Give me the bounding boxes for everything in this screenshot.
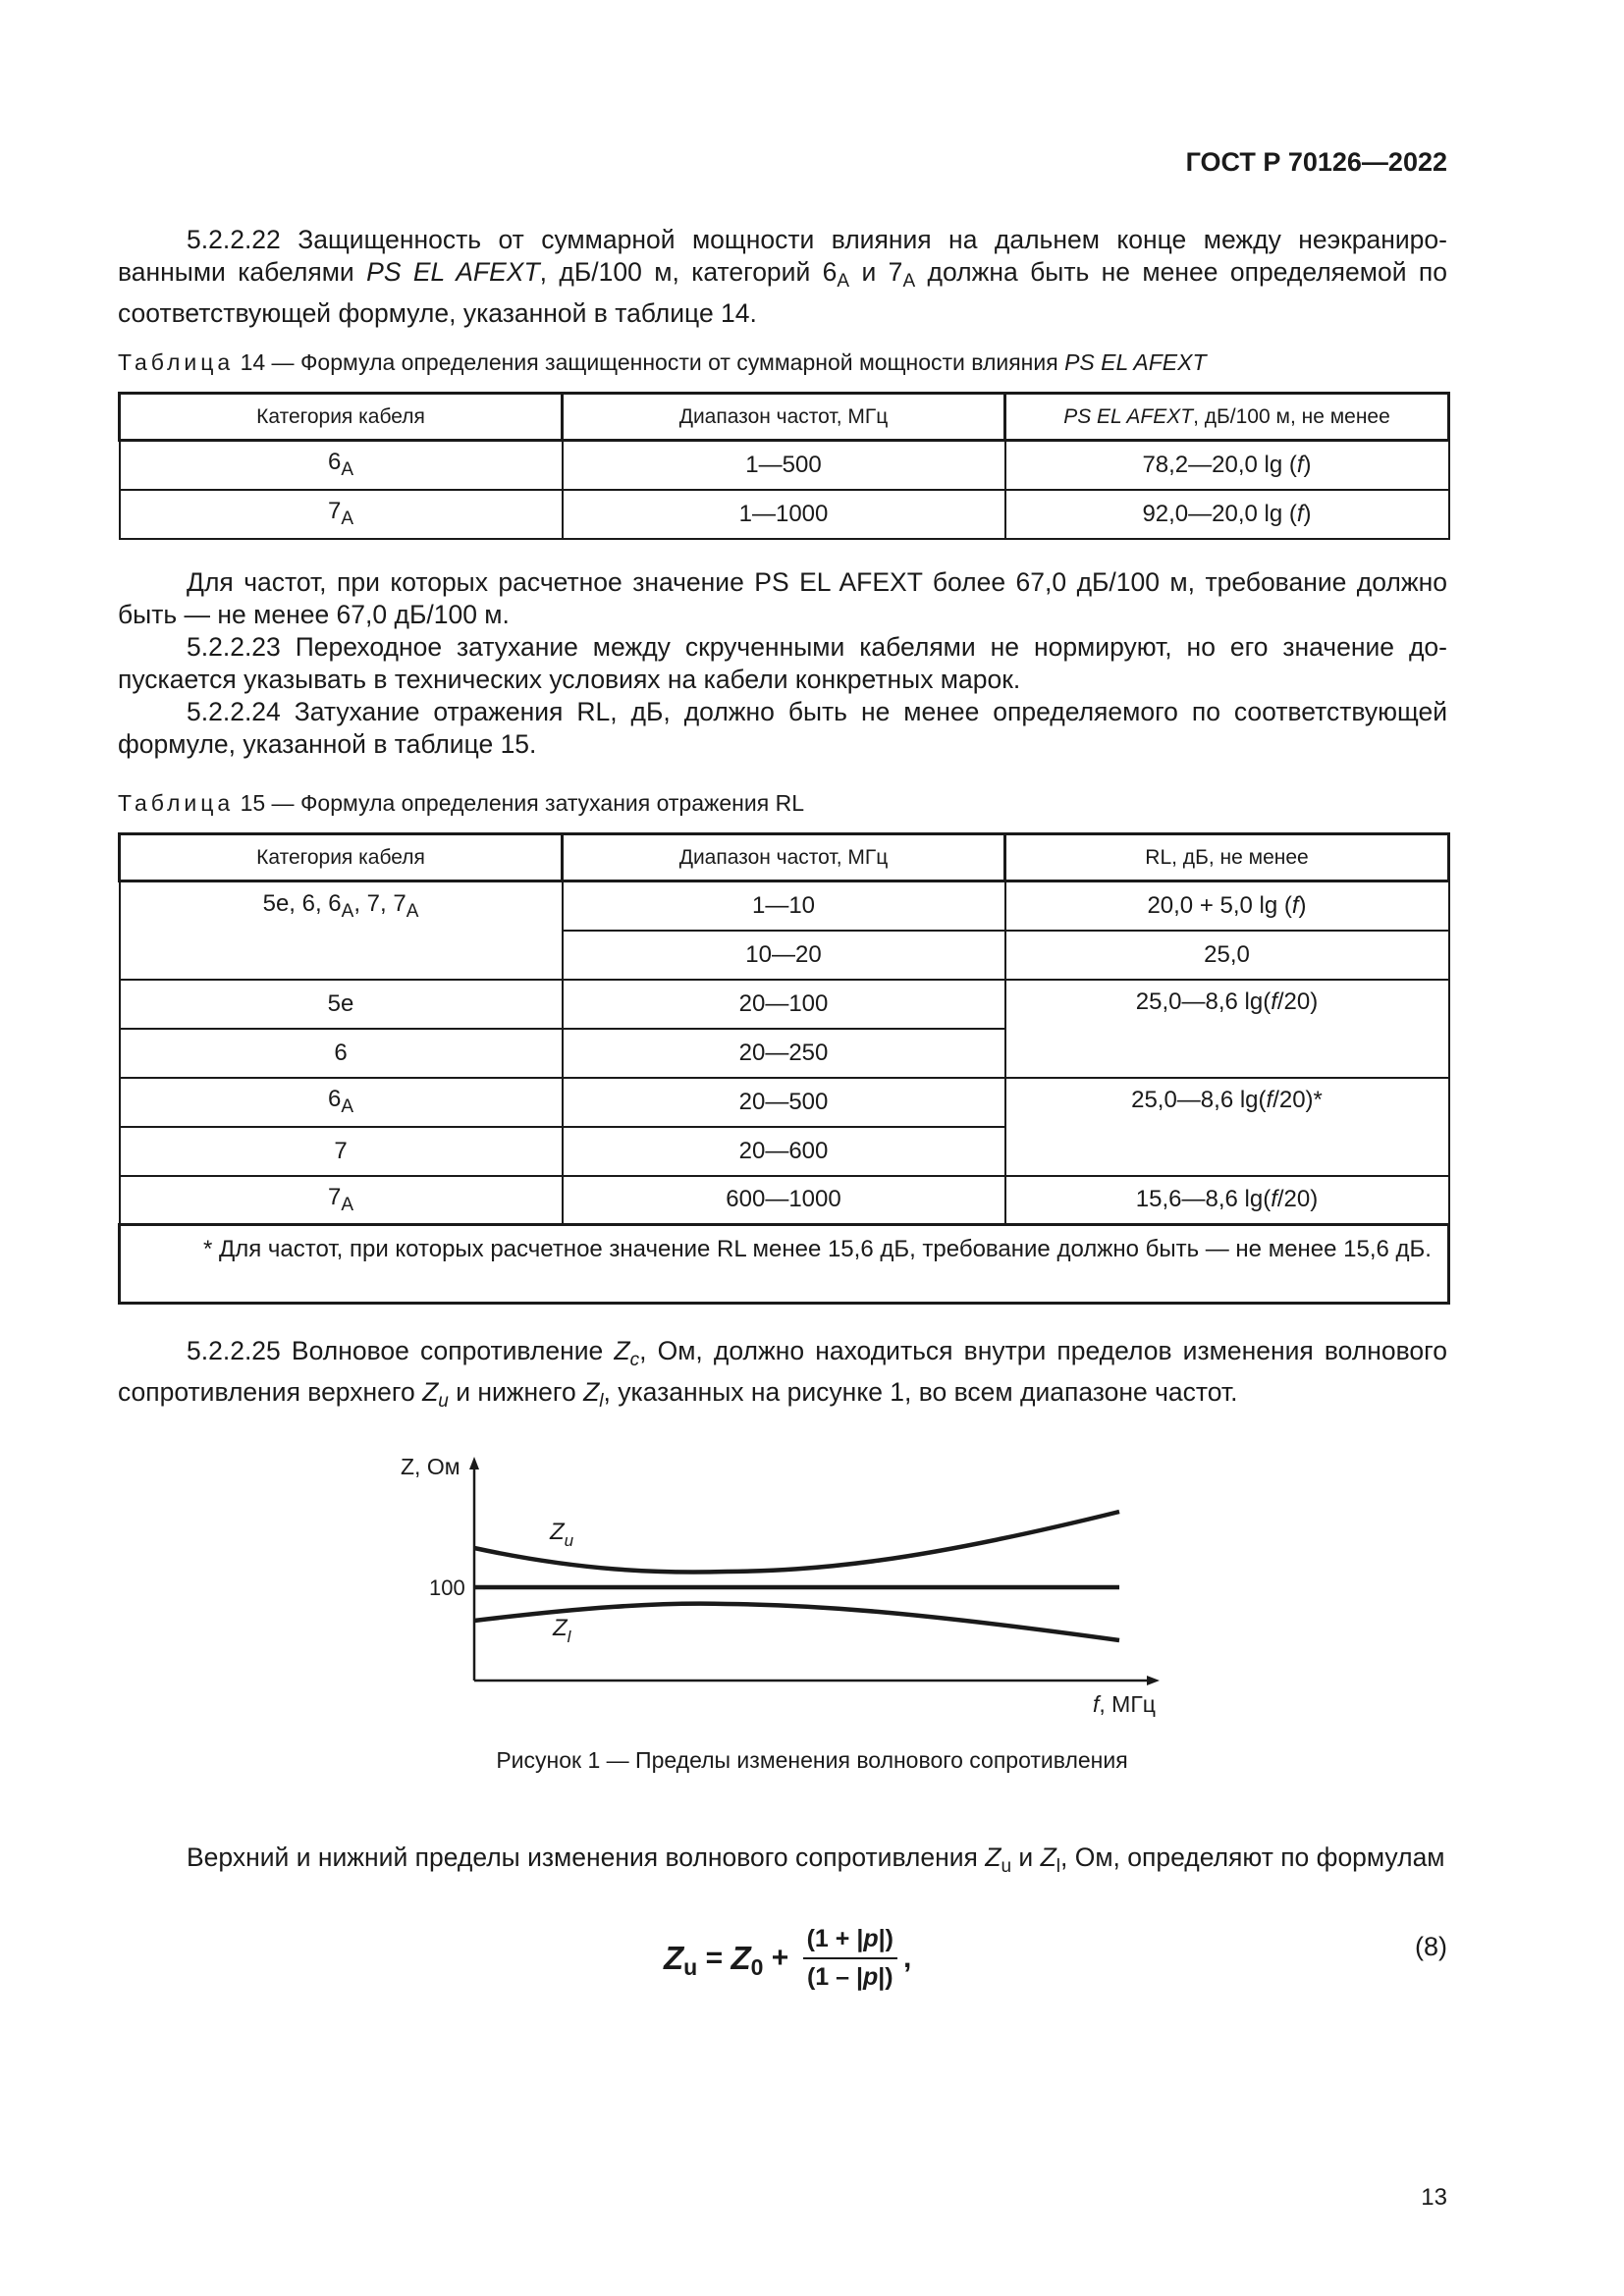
cat-text: 7 (327, 498, 342, 524)
caption-text: 14 — Формула определения защищенности от суммарной мощности влияния (234, 349, 1065, 375)
header-value: RL, дБ, не менее (1005, 834, 1449, 881)
table-row (120, 490, 1449, 539)
document-standard-header: ГОСТ Р 70126—2022 (1185, 147, 1447, 177)
table-14 (118, 392, 1450, 540)
formula-text: /20) (1276, 988, 1319, 1015)
paragraph-formulas-intro (118, 1842, 1447, 1883)
cell-category (120, 441, 563, 490)
cell-range: 10—20 (563, 931, 1005, 980)
header-value-rest: , дБ/100 м, не менее (1193, 404, 1390, 428)
formula-lhs-sub: u (683, 1953, 698, 1980)
formula-text: 78,2—20,0 lg ( (1142, 451, 1297, 478)
cell-range: 1—500 (563, 441, 1005, 490)
symbol-z: Z (583, 1377, 600, 1407)
formula-8 (664, 1919, 911, 1998)
label-z: Z (553, 1615, 568, 1641)
formula-fraction (803, 1925, 897, 1992)
table-row (120, 1078, 1449, 1127)
paragraph-5-2-2-23: 5.2.2.23 Переходное затухание между скрученными кабелями не нормируют, но его значение допускается указывать в технических условиях на кабели конкретных марок. (118, 632, 1447, 694)
cell-formula (1005, 980, 1449, 1078)
curve-lower-zl (474, 1604, 1119, 1640)
cat-text: 6 (327, 449, 342, 476)
note-text: * Для частот, при которых расчетное значение RL менее 15,6 дБ, требование должно быть — не менее 15,6 дБ. (203, 1236, 1432, 1262)
paragraph-text: 5.2.2.25 Волновое сопротивление (187, 1336, 615, 1365)
cell-category: 6 (120, 1029, 563, 1078)
paragraph-text: , указанных на рисунке 1, во всем диапазоне частот. (603, 1377, 1238, 1407)
cell-category: 7 (120, 1127, 563, 1176)
formula-var: f (1266, 1086, 1273, 1113)
cell-formula (1005, 1176, 1449, 1225)
header-range: Диапазон частот, МГц (563, 834, 1005, 881)
formula-text: 25,0—8,6 lg( (1131, 1086, 1267, 1113)
formula-var: f (1291, 891, 1299, 919)
caption-word: Таблица (118, 349, 235, 375)
paragraph-5-2-2-24: 5.2.2.24 Затухание отражения RL, дБ, должно быть не менее определяемого по соответствующей формуле, указанной в таблице 15. (118, 697, 1447, 759)
header-category: Категория кабеля (120, 394, 563, 441)
header-value (1005, 394, 1449, 441)
subscript: l (599, 1391, 604, 1412)
paragraph-5-2-2-25 (118, 1335, 1447, 1417)
table-row (120, 881, 1449, 931)
table-row (120, 1176, 1449, 1225)
formula-z0: Z (731, 1940, 751, 1976)
subscript: A (341, 1096, 354, 1117)
cell-category (120, 1176, 563, 1225)
cell-range: 20—600 (563, 1127, 1005, 1176)
cat-text: 5e, 6, 6 (262, 890, 342, 917)
caption-word: Таблица (118, 790, 235, 816)
formula-z0-sub: 0 (750, 1953, 764, 1980)
symbol-z: Z (422, 1377, 439, 1407)
cell-range: 20—250 (563, 1029, 1005, 1078)
cell-category: 5e (120, 980, 563, 1029)
header-category: Категория кабеля (120, 834, 563, 881)
subscript: A (341, 508, 354, 529)
paragraph-text: и (1011, 1842, 1041, 1872)
cell-formula (1005, 490, 1449, 539)
figure-1-caption: Рисунок 1 — Пределы изменения волнового сопротивления (496, 1747, 1128, 1773)
subscript: A (902, 271, 916, 292)
table-row (120, 980, 1449, 1029)
formula-var: f (1296, 500, 1304, 527)
subscript: A (341, 1194, 354, 1215)
cell-formula: 25,0 (1005, 931, 1449, 980)
label-subscript: l (567, 1628, 571, 1646)
page-number: 13 (1421, 2184, 1447, 2211)
formula-text: 20,0 + 5,0 lg ( (1147, 891, 1292, 919)
formula-text: 15,6—8,6 lg( (1135, 1186, 1272, 1213)
cell-range: 600—1000 (563, 1176, 1005, 1225)
caption-italic: PS EL AFEXT (1064, 349, 1207, 375)
table-note-row (120, 1225, 1449, 1304)
den-var: p (862, 1963, 879, 1991)
tick-label-100: 100 (429, 1575, 465, 1600)
subscript: A (837, 271, 850, 292)
table-header-row (120, 834, 1449, 881)
cell-formula (1005, 1078, 1449, 1176)
caption-text: 15 — Формула определения затухания отражения RL (234, 790, 804, 816)
label-subscript: u (564, 1531, 574, 1550)
paragraph-text: Верхний и нижний пределы изменения волнового сопротивления (187, 1842, 986, 1872)
formula-text: ) (1303, 451, 1312, 478)
subscript: u (1001, 1856, 1012, 1877)
paragraph-text: , Ом, определяют по формулам (1060, 1842, 1445, 1872)
den-text: (1 – | (806, 1963, 863, 1991)
paragraph-after-table-14: Для частот, при которых расчетное значение PS EL AFEXT более 67,0 дБ/100 м, требование должно быть — не менее 67,0 дБ/100 м. (118, 567, 1447, 629)
formula-var: f (1271, 1186, 1277, 1213)
num-text: |) (878, 1925, 893, 1952)
cell-range: 1—1000 (563, 490, 1005, 539)
figure-1-impedance-limits (0, 1433, 1624, 1728)
paragraph-text: и 7 (849, 257, 903, 287)
paragraph-text: , Ом, должно находиться внутри пределов изменения волнового сопротивления верхнего (118, 1336, 1447, 1407)
subscript: A (341, 459, 354, 481)
subscript: A (406, 901, 419, 922)
cat-text: , 7, 7 (353, 890, 406, 917)
symbol-z: Z (985, 1842, 1001, 1872)
formula-number: (8) (1415, 1932, 1447, 1961)
x-axis-unit: , МГц (1099, 1691, 1156, 1717)
paragraph-italic-term: PS EL AFEXT (366, 257, 540, 287)
fraction-denominator (803, 1959, 897, 1992)
formula-comma: , (902, 1942, 912, 1974)
formula-text: /20) (1276, 1186, 1319, 1213)
fraction-numerator (803, 1925, 897, 1957)
symbol-z: Z (614, 1336, 630, 1365)
cell-formula (1005, 881, 1449, 931)
formula-var: f (1271, 988, 1277, 1015)
cell-range: 20—500 (563, 1078, 1005, 1127)
paragraph-5-2-2-22 (118, 224, 1447, 330)
label-z: Z (550, 1519, 565, 1545)
x-axis-var: f (1093, 1691, 1100, 1717)
cat-text: 6 (327, 1086, 342, 1112)
paragraph-text: и нижнего (448, 1377, 584, 1407)
den-text: |) (878, 1963, 893, 1991)
x-axis-label (1093, 1691, 1156, 1717)
formula-text: 92,0—20,0 lg ( (1142, 500, 1297, 527)
formula-text: ) (1303, 500, 1312, 527)
table-15-caption (118, 790, 804, 817)
table-14-caption (118, 349, 1207, 376)
subscript: u (438, 1391, 449, 1412)
subscript: c (629, 1350, 640, 1370)
formula-var: f (1296, 451, 1304, 478)
subscript: A (341, 901, 354, 922)
paragraph-text: должна быть не менее определяемой по соответствующей формуле, указанной в таблице 14. (118, 257, 1447, 328)
curve-lower-label (552, 1615, 572, 1646)
num-var: p (863, 1925, 879, 1952)
cell-formula (1005, 441, 1449, 490)
subscript: l (1056, 1856, 1060, 1877)
cell-category (120, 881, 563, 980)
formula-text: /20)* (1272, 1086, 1323, 1113)
symbol-z: Z (1040, 1842, 1056, 1872)
header-value-italic: PS EL AFEXT (1063, 404, 1194, 428)
formula-eq: = (697, 1942, 731, 1974)
cell-range: 1—10 (563, 881, 1005, 931)
y-axis-label: Z, Ом (401, 1454, 460, 1479)
paragraph-text: , дБ/100 м, категорий 6 (539, 257, 838, 287)
formula-lhs: Z (664, 1940, 684, 1976)
paragraph-text: 5.2.2.22 Защищенность от суммарной мощности влияния на дальнем конце между неэкранированными кабелями (118, 225, 1447, 287)
table-15 (118, 832, 1450, 1305)
cell-category (120, 490, 563, 539)
table-row (120, 441, 1449, 490)
formula-plus: + (763, 1942, 797, 1974)
formula-text: ) (1298, 891, 1307, 919)
cell-category (120, 1078, 563, 1127)
cell-range: 20—100 (563, 980, 1005, 1029)
num-text: (1 + | (806, 1925, 864, 1952)
curve-upper-label (549, 1519, 574, 1550)
table-note (120, 1225, 1449, 1304)
header-range: Диапазон частот, МГц (563, 394, 1005, 441)
cat-text: 7 (327, 1183, 342, 1210)
formula-text: 25,0—8,6 lg( (1135, 988, 1272, 1015)
table-header-row (120, 394, 1449, 441)
